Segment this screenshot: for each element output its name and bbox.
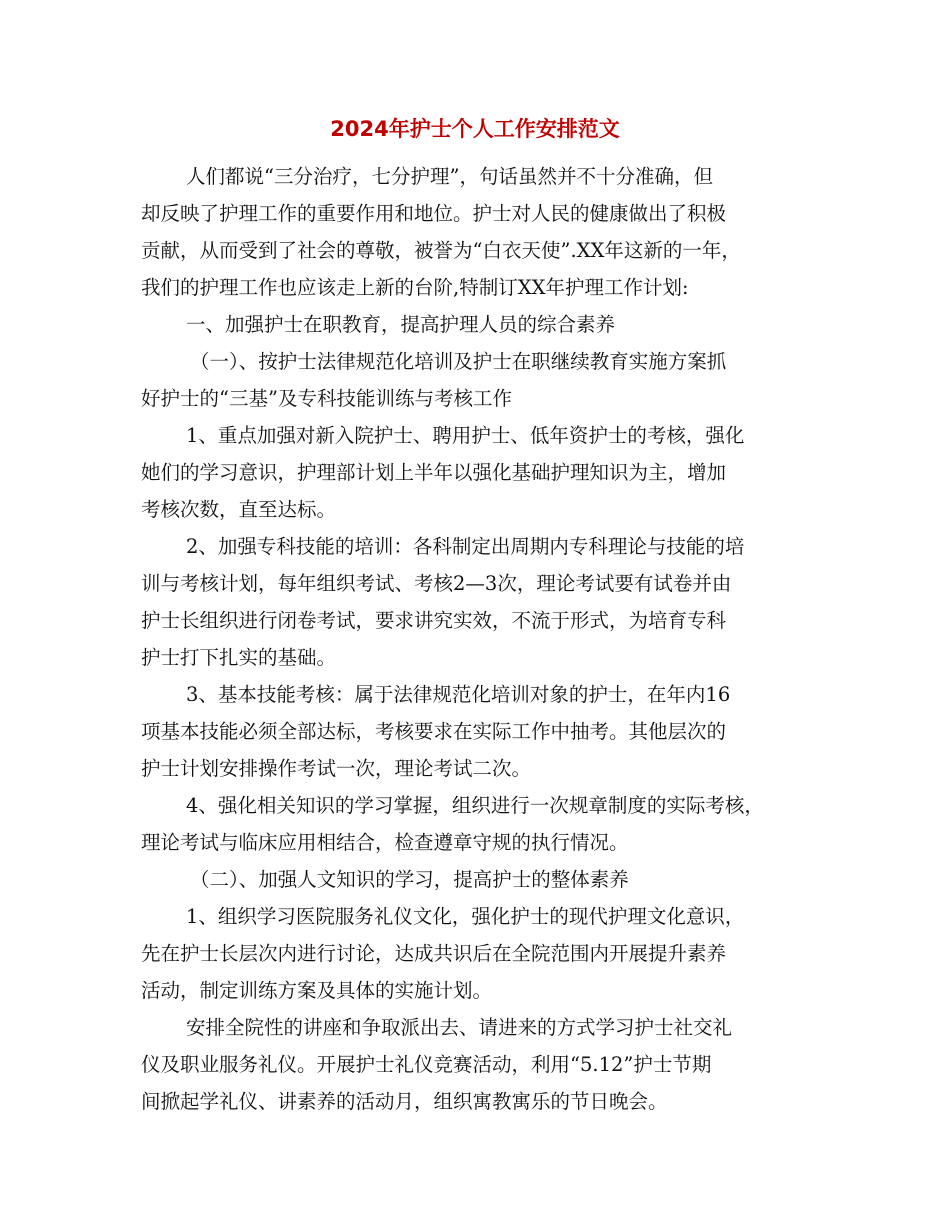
paragraph-line: 考核次数，直至达标。 <box>141 498 337 521</box>
document-body <box>141 158 831 1120</box>
paragraph-line: 4、强化相关知识的学习掌握，组织进行一次规章制度的实际考核， <box>186 794 764 817</box>
paragraph-line: 间掀起学礼仪、讲素养的活动月，组织寓教寓乐的节日晚会。 <box>141 1090 668 1113</box>
paragraph-line: 训与考核计划，每年组织考试、考核2—3次，理论考试要有试卷并由 <box>141 572 732 595</box>
paragraph-line: 却反映了护理工作的重要作用和地位。护士对人民的健康做出了积极 <box>141 202 727 225</box>
paragraph-line: 仪及职业服务礼仪。开展护士礼仪竞赛活动，利用“5.12”护士节期 <box>141 1053 712 1076</box>
paragraph-line: 护士长组织进行闭卷考试，要求讲究实效，不流于形式，为培育专科 <box>141 609 727 632</box>
paragraph-line: 护士打下扎实的基础。 <box>141 646 337 669</box>
paragraph-line: （一）、按护士法律规范化培训及护士在职继续教育实施方案抓 <box>190 350 727 373</box>
paragraph-line: 好护士的“三基”及专科技能训练与考核工作 <box>141 387 512 410</box>
paragraph-line: 护士计划安排操作考试一次，理论考试二次。 <box>141 757 532 780</box>
paragraph-line: （二）、加强人文知识的学习，提高护士的整体素养 <box>190 868 629 891</box>
paragraph-line: 1、组织学习医院服务礼仪文化，强化护士的现代护理文化意识， <box>186 905 745 928</box>
paragraph-line: 先在护士长层次内进行讨论，达成共识后在全院范围内开展提升素养 <box>141 942 727 965</box>
paragraph-line: 项基本技能必须全部达标，考核要求在实际工作中抽考。其他层次的 <box>141 720 727 743</box>
paragraph-line: 她们的学习意识，护理部计划上半年以强化基础护理知识为主，增加 <box>141 461 727 484</box>
paragraph-line: 一、加强护士在职教育，提高护理人员的综合素养 <box>186 313 616 336</box>
document-title: 2024年护士个人工作安排范文 <box>330 117 620 141</box>
paragraph-line: 1、重点加强对新入院护士、聘用护士、低年资护士的考核，强化 <box>186 424 745 447</box>
paragraph-line: 我们的护理工作也应该走上新的台阶,特制订XX年护理工作计划: <box>141 276 689 299</box>
paragraph-line: 理论考试与临床应用相结合，检查遵章守规的执行情况。 <box>141 831 629 854</box>
paragraph-line: 活动，制定训练方案及具体的实施计划。 <box>141 979 493 1002</box>
paragraph-line: 3、基本技能考核：属于法律规范化培训对象的护士，在年内16 <box>186 683 731 706</box>
paragraph-line: 人们都说“三分治疗，七分护理”，句话虽然并不十分准确，但 <box>186 165 713 188</box>
paragraph-line: 贡献，从而受到了社会的尊敬，被誉为“白衣天使”.XX年这新的一年， <box>141 239 741 262</box>
paragraph-line: 2、加强专科技能的培训：各科制定出周期内专科理论与技能的培 <box>186 535 745 558</box>
paragraph-line: 安排全院性的讲座和争取派出去、请进来的方式学习护士社交礼 <box>186 1016 733 1039</box>
